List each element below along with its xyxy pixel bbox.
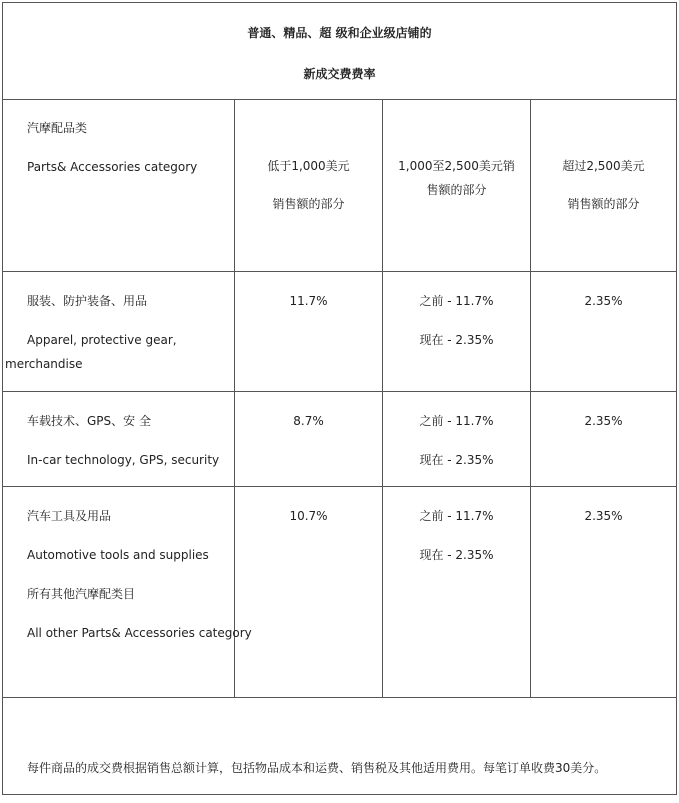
footer-note: 每件商品的成交费根据销售总额计算，包括物品成本和运费、销售税及其他适用费用。每笔订单收费30美分。 <box>27 761 607 775</box>
row-category-zh: 服装、防护装备、用品 <box>27 294 148 308</box>
table-row <box>3 392 677 487</box>
header-category-en: Parts& Accessories category <box>27 160 198 174</box>
row-category-en: Apparel, protective gear, <box>27 333 177 347</box>
row-rate-1000-2500 <box>383 272 531 392</box>
header-col3-line2: 售额的部分 <box>426 183 487 197</box>
row-category-en: Automotive tools and supplies <box>27 548 209 562</box>
row-category <box>3 272 235 392</box>
rate-before: 之前 - 11.7% <box>419 294 494 308</box>
header-col4-line2: 销售额的部分 <box>567 197 640 211</box>
rate-now: 现在 - 2.35% <box>419 548 494 562</box>
rate-before: 之前 - 11.7% <box>419 414 494 428</box>
table-title <box>3 3 677 100</box>
row-rate-1000-2500 <box>383 487 531 698</box>
table-row <box>3 272 677 392</box>
header-col4-line1: 超过2,500美元 <box>562 159 645 173</box>
table-title-line1: 普通、精品、超 级和企业级店铺的 <box>247 26 432 40</box>
header-row <box>3 100 677 272</box>
rate-value: 2.35% <box>584 509 623 523</box>
header-col2-line2: 销售额的部分 <box>272 197 345 211</box>
row-category-en: In-car technology, GPS, security <box>27 453 220 467</box>
row-rate-above-2500 <box>531 272 677 392</box>
row-rate-below-1000 <box>235 392 383 487</box>
header-below-1000 <box>235 100 383 272</box>
row-rate-above-2500 <box>531 487 677 698</box>
table-title-line2: 新成交费费率 <box>303 67 376 81</box>
row-category <box>3 392 235 487</box>
header-col3-line1: 1,000至2,500美元销 <box>398 159 515 173</box>
row-category-zh: 汽车工具及用品 <box>27 509 112 523</box>
fee-rate-table <box>2 2 677 795</box>
row-category-zh-2: 所有其他汽摩配类目 <box>27 587 136 601</box>
row-rate-below-1000 <box>235 272 383 392</box>
row-category-zh: 车载技术、GPS、安 全 <box>27 414 151 428</box>
rate-value: 2.35% <box>584 294 623 308</box>
row-category-en-cont: merchandise <box>5 357 83 371</box>
rate-value: 2.35% <box>584 414 623 428</box>
rate-now: 现在 - 2.35% <box>419 333 494 347</box>
rate-now: 现在 - 2.35% <box>419 453 494 467</box>
header-category-zh: 汽摩配品类 <box>27 121 88 135</box>
rate-value: 11.7% <box>289 294 328 308</box>
row-category-en-2: All other Parts& Accessories category <box>27 626 252 640</box>
footer-note-cell <box>3 698 677 795</box>
rate-value: 10.7% <box>289 509 328 523</box>
rate-before: 之前 - 11.7% <box>419 509 494 523</box>
header-category <box>3 100 235 272</box>
row-rate-1000-2500 <box>383 392 531 487</box>
footer-row <box>3 698 677 795</box>
rate-value: 8.7% <box>293 414 324 428</box>
header-1000-2500 <box>383 100 531 272</box>
header-above-2500 <box>531 100 677 272</box>
title-row <box>3 3 677 100</box>
row-category <box>3 487 252 698</box>
row-rate-above-2500 <box>531 392 677 487</box>
row-rate-below-1000 <box>235 487 383 698</box>
table-row <box>3 487 677 698</box>
header-col2-line1: 低于1,000美元 <box>267 159 350 173</box>
